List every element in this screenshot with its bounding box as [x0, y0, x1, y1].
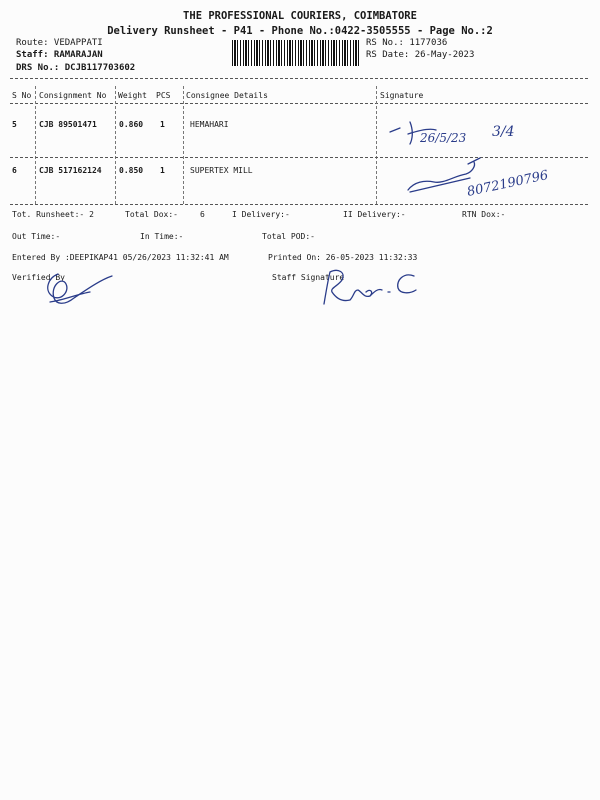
staff-signature	[318, 262, 428, 312]
row1-date: 26/5/23	[420, 131, 467, 145]
col-separator	[376, 86, 377, 204]
row2-signature-stroke	[408, 162, 475, 192]
verified-signature	[30, 262, 120, 312]
staff-signature-c	[398, 275, 416, 293]
total-dox-value: 6	[200, 210, 205, 219]
row-weight: 0.850	[119, 166, 144, 175]
staff-signature-label: Staff Signature	[272, 273, 345, 282]
col-sno: S No	[12, 91, 32, 100]
row2-phone: 8072190796	[465, 168, 550, 200]
row-consignment: CJB 89501471	[39, 120, 97, 129]
col-separator	[183, 86, 184, 204]
staff: Staff: RAMARAJAN	[16, 50, 103, 60]
total-pod: Total POD:-	[262, 232, 315, 241]
col-weight: Weight	[118, 91, 147, 100]
verified-signature-stroke	[48, 274, 112, 303]
entered-by: Entered By :DEEPIKAP41 05/26/2023 11:32:41 AM	[12, 253, 229, 262]
row1-signature-tick	[390, 128, 400, 132]
in-time: In Time:-	[140, 232, 184, 241]
col-signature: Signature	[380, 91, 424, 100]
rs-number: RS No.: 1177036	[366, 38, 448, 48]
rs-date: RS Date: 26-May-2023	[366, 50, 475, 60]
row-sno: 6	[12, 166, 17, 175]
runsheet-subtitle: Delivery Runsheet - P41 - Phone No.:0422-3505555 - Page No.:2	[107, 25, 493, 37]
col-consignment: Consignment No	[39, 91, 107, 100]
header-divider	[10, 78, 588, 79]
table-bottom-divider	[10, 204, 588, 205]
row2-signature	[400, 152, 580, 207]
table-header-divider	[10, 103, 588, 104]
col-separator	[115, 86, 116, 204]
ii-delivery: II Delivery:-	[343, 210, 406, 219]
company-name: THE PROFESSIONAL COURIERS, COIMBATORE	[183, 10, 417, 22]
row-sno: 5	[12, 120, 17, 129]
i-delivery: I Delivery:-	[232, 210, 290, 219]
route: Route: VEDAPPATI	[16, 38, 103, 48]
row1-signature	[380, 112, 580, 157]
staff-signature-stroke	[324, 270, 382, 304]
row-pcs: 1	[160, 120, 165, 129]
row-consignee: SUPERTEX MILL	[190, 166, 253, 175]
row-consignee: HEMAHARI	[190, 120, 229, 129]
out-time: Out Time:-	[12, 232, 61, 241]
row1-initials: 3/4	[492, 124, 515, 140]
barcode	[232, 40, 360, 66]
row-pcs: 1	[160, 166, 165, 175]
total-dox-label: Total Dox:-	[125, 210, 178, 219]
row-weight: 0.860	[119, 120, 144, 129]
drs-number: DRS No.: DCJB117703602	[16, 63, 136, 73]
col-pcs: PCS	[156, 91, 171, 100]
col-separator	[35, 86, 36, 204]
tot-runsheet: Tot. Runsheet:- 2	[12, 210, 94, 219]
printed-on: Printed On: 26-05-2023 11:32:33	[268, 253, 418, 262]
rtn-dox: RTN Dox:-	[462, 210, 506, 219]
col-consignee: Consignee Details	[186, 91, 268, 100]
row-consignment: CJB 517162124	[39, 166, 102, 175]
verified-by-label: Verified By	[12, 273, 65, 282]
